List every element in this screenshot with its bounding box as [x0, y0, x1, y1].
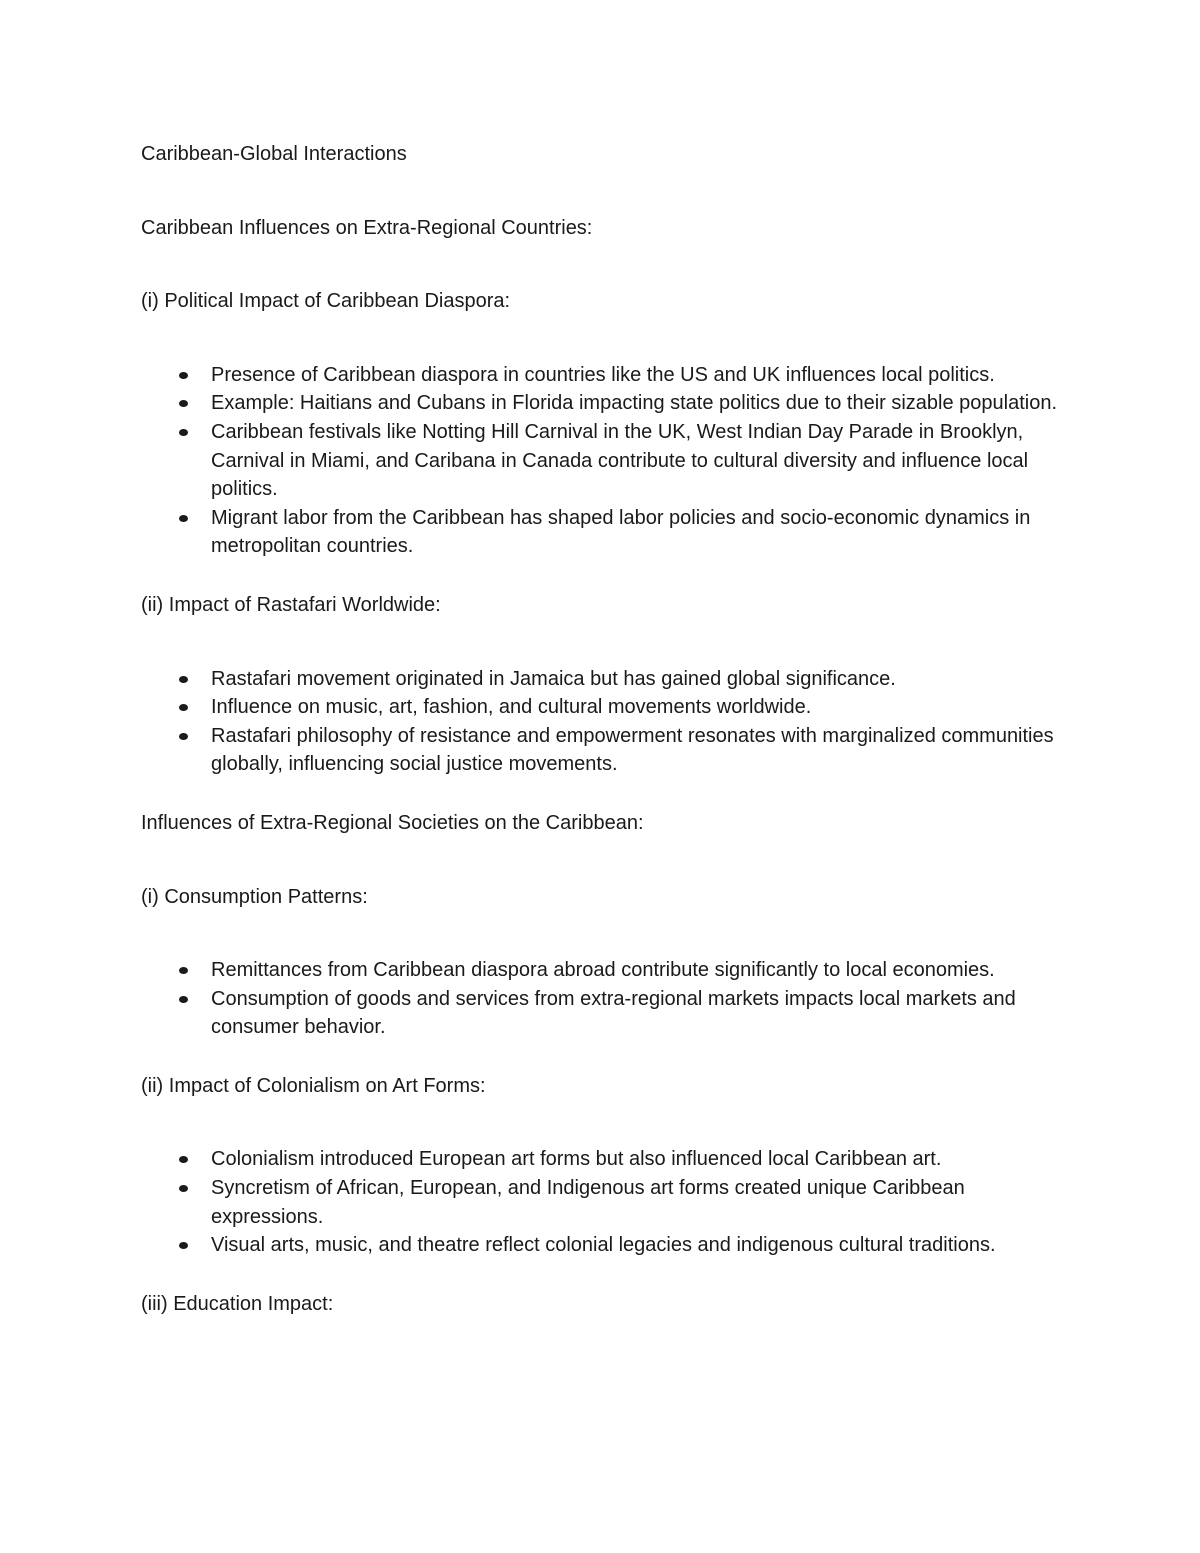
- section-heading: Caribbean Influences on Extra-Regional Countries:: [141, 216, 593, 239]
- bullet-list: [141, 1145, 1081, 1259]
- bullet-icon: [179, 1156, 188, 1163]
- subsection-heading: (ii) Impact of Rastafari Worldwide:: [141, 593, 441, 616]
- subsection-heading: (i) Political Impact of Caribbean Diaspora:: [141, 290, 511, 313]
- subsection-heading: (ii) Impact of Colonialism on Art Forms:: [141, 1074, 486, 1097]
- bullet-icon: [179, 996, 188, 1003]
- document-title: Caribbean-Global Interactions: [141, 143, 407, 165]
- bullet-icon: [179, 676, 188, 683]
- bullet-list: [141, 665, 1081, 779]
- bullet-icon: [179, 400, 188, 407]
- bullet-list: [141, 956, 1081, 1042]
- list-item: Remittances from Caribbean diaspora abroad contribute significantly to local economies.: [141, 956, 1071, 985]
- list-item: Consumption of goods and services from extra-regional markets impacts local markets and consumer behavior.: [141, 985, 1071, 1042]
- list-item: Visual arts, music, and theatre reflect colonial legacies and indigenous cultural traditions.: [141, 1231, 1071, 1260]
- bullet-list: [141, 361, 1081, 561]
- list-item: Influence on music, art, fashion, and cultural movements worldwide.: [141, 693, 1071, 722]
- bullet-icon: [179, 967, 188, 974]
- bullet-icon: [179, 1185, 188, 1192]
- bullet-icon: [179, 1242, 188, 1249]
- list-item: Migrant labor from the Caribbean has shaped labor policies and socio-economic dynamics in metropolitan countries.: [141, 504, 1071, 561]
- subsection-heading: (iii) Education Impact:: [141, 1292, 334, 1315]
- list-item: Colonialism introduced European art forms but also influenced local Caribbean art.: [141, 1145, 1071, 1174]
- subsection-heading: (i) Consumption Patterns:: [141, 885, 368, 908]
- section-heading: Influences of Extra-Regional Societies on the Caribbean:: [141, 811, 644, 834]
- list-item: Presence of Caribbean diaspora in countries like the US and UK influences local politics.: [141, 361, 1071, 390]
- list-item: Caribbean festivals like Notting Hill Carnival in the UK, West Indian Day Parade in Brooklyn, Carnival in Miami, and Caribana in Canada contribute to cultural diversity and influence local politics.: [141, 418, 1071, 504]
- bullet-icon: [179, 733, 188, 740]
- bullet-icon: [179, 372, 188, 379]
- bullet-icon: [179, 515, 188, 522]
- list-item: Rastafari philosophy of resistance and empowerment resonates with marginalized communities globally, influencing social justice movements.: [141, 722, 1071, 779]
- list-item: Rastafari movement originated in Jamaica but has gained global significance.: [141, 665, 1071, 694]
- document-page: [141, 140, 1081, 1318]
- list-item: Example: Haitians and Cubans in Florida impacting state politics due to their sizable population.: [141, 389, 1071, 418]
- bullet-icon: [179, 429, 188, 436]
- bullet-icon: [179, 704, 188, 711]
- list-item: Syncretism of African, European, and Indigenous art forms created unique Caribbean expressions.: [141, 1174, 1071, 1231]
